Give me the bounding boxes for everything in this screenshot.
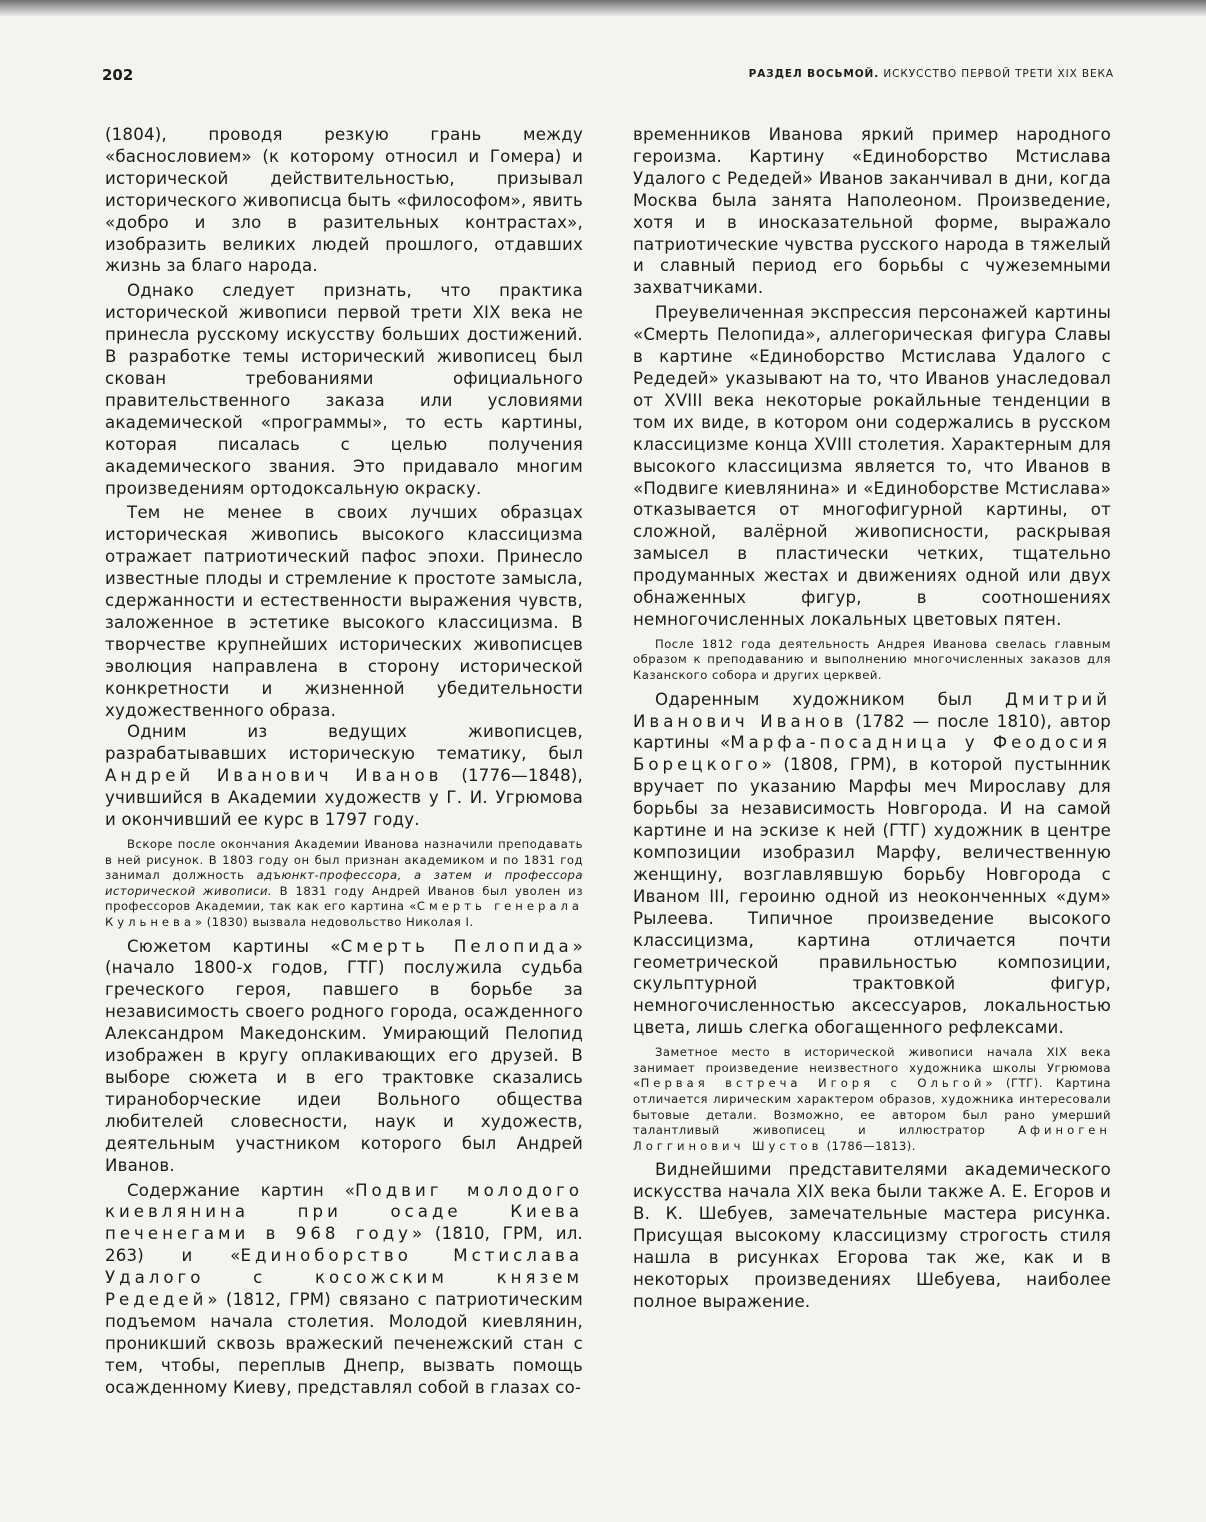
artwork-title: Единоборство Мстислава Удалого с косожским князем Редедей	[105, 1246, 583, 1310]
paragraph: Тем не менее в своих лучших образцах историческая живопись высокого классицизма отражает патриотический пафос эпохи. Принесло известные плоды и стремление к простоте замысла, сдержанности и естественности выражения чувств, заложенное в эстетике высокого классицизма. В творчестве крупнейших исторических живописцев эволюция направлена в сторону исторической конкретности и жизненной убедительности художественного образа.	[105, 503, 583, 720]
artist-name: Афиноген Логгинович Шустов	[633, 1123, 1111, 1153]
paragraph: Сюжетом картины «Смерть Пелопида» (начало 1800-х годов, ГТГ) послужила судьба греческого героя, павшего в борьбе за независимость своего родного города, осажденного Александром Македонским. Умирающий Пелопид изображен в кругу оплакивающих его друзей. В выборе сюжета и в его трактовке сказались тираноборческие идеи Вольного общества любителей словесности, наук и художеств, деятельным участником которого был Андрей Иванов.	[105, 936, 583, 1175]
paragraph: Однако следует признать, что практика исторической живописи первой трети XIX века не принесла русскому искусству больших достижений. В разработке темы исторический живописец был скован требованиями официального правительственного заказа или условиями академической «программы», то есть картины, которая писалась с целью получения академического звания. Это придавало многим произведениям ортодоксальную окраску.	[105, 281, 583, 498]
artwork-title: Смерть генерала Кульнева	[105, 899, 584, 929]
paragraph: Одаренным художником был Дмитрий Иванович Иванов (1782 — после 1810), автор картины «Марфа-посадница у Феодосия Борецкого» (1808, ГРМ), в которой пустынник вручает по указанию Марфы меч Мирославу для борьбы за независимость Новгорода. И на самой картине и на эскизе к ней (ГТГ) художник в центре композиции изобразил Марфу, величественную женщину, возглавлявшую борьбу Новгорода с Иваном III, героиню одной из неоконченных «дум» Рылеева. Типичное произведение высокого классицизма, картина отличается почти геометрической правильностью композиции, скульптурной трактовкой фигур, немногочисленностью аксессуаров, локальностью цвета, лишь слегка обогащенного рефлексами.	[633, 689, 1111, 1038]
artist-name: Андрей Иванович Иванов	[105, 766, 443, 786]
artwork-title: Первая встреча Игоря с Ольгой	[640, 1076, 986, 1091]
footnote: Заметное место в исторической живописи начала XIX века занимает произведение неизвестного художника школы Угрюмова «Первая встреча Игоря с Ольгой» (ГТГ). Картина отличается лирическим характером образов, художника интересовали бытовые детали. Возможно, ее автором был рано умерший талантливый живописец и иллюстратор Афиноген Логгинович Шустов (1786—1813).	[633, 1045, 1111, 1153]
paragraph: Одним из ведущих живописцев, разрабатывавших историческую тематику, был Андрей Иванович Иванов (1776—1848), учившийся в Академии художеств у Г. И. Угрюмова и окончивший ее курс в 1797 году.	[105, 722, 583, 830]
running-head	[749, 68, 1114, 80]
paragraph: Содержание картин «Подвиг молодого киевлянина при осаде Киева печенегами в 968 году» (1810, ГРМ, ил. 263) и «Единоборство Мстислава Удалого с косожским князем Редедей» (1812, ГРМ) связано с патриотическим подъемом начала столетия. Молодой киевлянин, проникший сквозь вражеский печенежский стан с тем, чтобы, переплыв Днепр, вызвать помощь осажденному Киеву, представлял собой в глазах со-	[105, 1180, 583, 1397]
left-column	[105, 124, 583, 1399]
artwork-title: Смерть Пелопида	[340, 936, 573, 956]
paragraph: временников Иванова яркий пример народного героизма. Картину «Единоборство Мстислава Удалого с Редедей» Иванов заканчивал в дни, когда Москва была занята Наполеоном. Произведение, хотя и в иносказательной форме, выражало патриотические чувства русского народа в тяжелый и славный период его борьбы с чужеземными захватчиками.	[633, 125, 1111, 298]
section-label: РАЗДЕЛ ВОСЬМОЙ.	[748, 68, 880, 80]
artist-name: Дмитрий Иванович Иванов	[633, 689, 1111, 731]
footnote: Вскоре после окончания Академии Иванова назначили преподавать в ней рисунок. В 1803 году он был признан академиком и по 1831 год занимал должность адъюнкт-профессора, а затем и профессора исторической живописи. В 1831 году Андрей Иванов был уволен из профессоров Академии, так как его картина «Смерть генерала Кульнева» (1830) вызвала недовольство Николая I.	[105, 837, 584, 929]
footnote: После 1812 года деятельность Андрея Иванова свелась главным образом к преподаванию и выполнению многочисленных заказов для Казанского собора и других церквей.	[633, 636, 1111, 683]
section-title: ИСКУССТВО ПЕРВОЙ ТРЕТИ XIX ВЕКА	[883, 68, 1114, 80]
artwork-title: Марфа-посадница у Феодосия Борецкого	[633, 733, 1111, 775]
artwork-title: Подвиг молодого киевлянина при осаде Киева печенегами в 968 году	[105, 1180, 583, 1244]
paragraph: (1804), проводя резкую грань между «баснословием» (к которому относил и Гомера) и исторической действительностью, призывал исторического живописца быть «философом», явить «добро и зло в разительных контрастах», изобразить великих людей прошлого, отдавших жизнь за благо народа.	[105, 125, 583, 276]
paragraph: Преувеличенная экспрессия персонажей картины «Смерть Пелопида», аллегорическая фигура Славы в картине «Единоборство Мстислава Удалого с Редедей» указывают на то, что Иванов унаследовал от XVIII века некоторые рокайльные тенденции в том их виде, в котором они содержались в русском классицизме конца XVIII столетия. Характерным для высокого классицизма является то, что Иванов в «Подвиге киевлянина» и «Единоборстве Мстислава» отказывается от многофигурной картины, от сложной, валёрной живописности, раскрывая замысел в пластически четких, тщательно продуманных жестах и движениях одной или двух обнаженных фигур, в соотношениях немногочисленных локальных цветовых пятен.	[633, 303, 1111, 629]
scan-edge-shadow	[0, 0, 1206, 16]
page-number: 202	[102, 66, 134, 84]
paragraph: Виднейшими представителями академического искусства начала XIX века были также А. Е. Егоров и В. К. Шебуев, замечательные мастера рисунка. Присущая высокому классицизму строгость стиля нашла в рисунках Егорова так же, как и в некоторых произведениях Шебуева, наиболее полное выражение.	[633, 1160, 1111, 1311]
right-column	[633, 124, 1111, 1313]
